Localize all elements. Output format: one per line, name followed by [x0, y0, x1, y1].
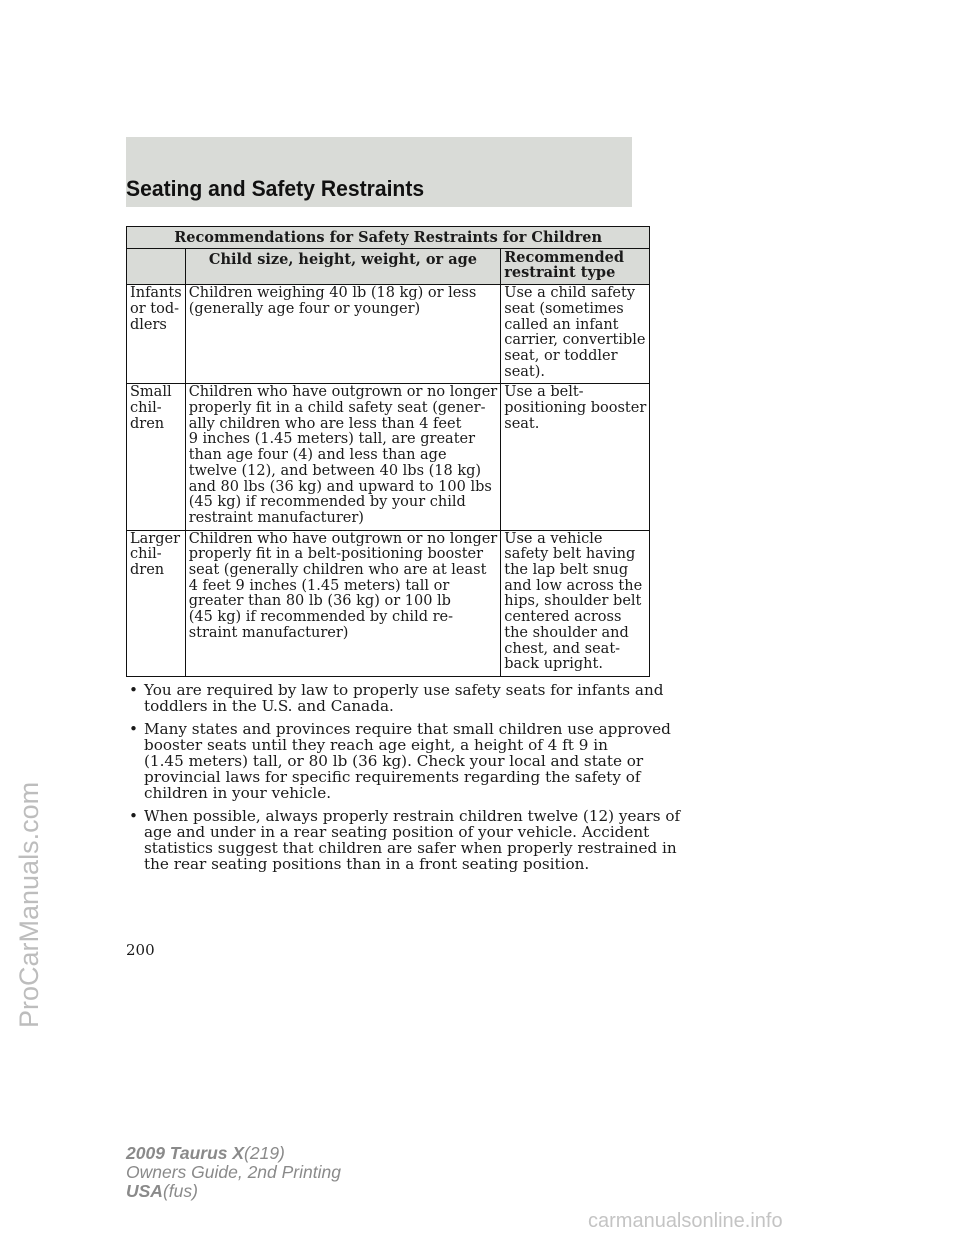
cell-line: the lap belt snug	[504, 562, 629, 579]
cell-line: seat (generally children who are at least	[188, 562, 487, 579]
restraints-table	[126, 226, 650, 677]
cell-line: Children who have outgrown or no longer	[188, 530, 498, 547]
cell-line: seat, or toddler	[504, 347, 618, 364]
cell-line: and 80 lbs (36 kg) and upward to 100 lbs	[188, 478, 492, 495]
cell-line: than age four (4) and less than age	[188, 447, 447, 464]
table-cell-size	[185, 285, 501, 384]
cell-line: seat (sometimes	[504, 300, 624, 317]
table-cell-category	[127, 285, 186, 384]
table-cell-category	[127, 530, 186, 676]
cell-line: dren	[130, 415, 165, 432]
table-row	[127, 530, 650, 676]
cell-line: Children weighing 40 lb (18 kg) or less	[188, 285, 477, 302]
cell-line: chil-	[130, 400, 162, 417]
table-row	[127, 285, 650, 384]
bullet-icon: •	[129, 681, 138, 699]
bullet-icon: •	[129, 807, 138, 825]
table-cell-category	[127, 384, 186, 530]
bullet-line: When possible, always properly restrain children twelve (12) years of	[144, 807, 681, 825]
table-cell-restraint	[501, 530, 650, 676]
cell-line: seat.	[504, 415, 540, 432]
cell-line: positioning booster	[504, 400, 647, 417]
bullet-line: (1.45 meters) tall, or 80 lb (36 kg). Check your local and state or	[144, 752, 644, 770]
cell-line: back upright.	[504, 656, 603, 673]
table-title-row	[127, 227, 650, 249]
cell-line: dlers	[130, 316, 167, 333]
cell-line: Use a belt-	[504, 384, 584, 401]
table-row	[127, 384, 650, 530]
cell-line: Larger	[130, 530, 180, 547]
cell-line: Use a vehicle	[504, 530, 603, 547]
cell-line: centered across	[504, 609, 622, 626]
table-cell-size	[185, 384, 501, 530]
footer-line-1	[126, 1144, 341, 1163]
bullet-line: booster seats until they reach age eight, a height of 4 ft 9 in	[144, 736, 608, 754]
table-title: Recommendations for Safety Restraints for Children	[127, 227, 650, 249]
bullet-icon: •	[129, 720, 138, 738]
section-title: Seating and Safety Restraints	[126, 176, 425, 201]
column-header-restraint: Recommended restraint type	[501, 248, 650, 284]
list-item	[126, 807, 681, 873]
table-cell-restraint	[501, 384, 650, 530]
footer-line-2: Owners Guide, 2nd Printing	[126, 1162, 341, 1182]
cell-line: chest, and seat-	[504, 640, 621, 657]
cell-line: Small	[130, 384, 172, 401]
cell-line: dren	[130, 562, 165, 579]
bullet-line: children in your vehicle.	[144, 784, 332, 802]
footer-line-3	[126, 1182, 341, 1201]
cell-line: properly fit in a belt-positioning booster	[188, 546, 484, 563]
cell-line: twelve (12), and between 40 lbs (18 kg)	[188, 462, 482, 479]
cell-line: 9 inches (1.45 meters) tall, are greater	[188, 431, 476, 448]
footer-market: USA	[126, 1181, 163, 1201]
bullet-line: the rear seating positions than in a front seating position.	[144, 855, 590, 873]
cell-line: straint manufacturer)	[188, 624, 349, 641]
cell-line: safety belt having	[504, 546, 636, 563]
cell-line: (45 kg) if recommended by child re-	[188, 609, 454, 626]
bullet-line: Many states and provinces require that small children use approved	[144, 720, 671, 738]
cell-line: or tod-	[130, 300, 180, 317]
bullet-line: You are required by law to properly use safety seats for infants and	[144, 681, 664, 699]
footer-market-code: (fus)	[162, 1181, 198, 1201]
table-header-row	[127, 248, 650, 284]
bullet-line: age and under in a rear seating position of your vehicle. Accident	[144, 823, 650, 841]
cell-line: carrier, convertible	[504, 332, 646, 349]
bullet-line: statistics suggest that children are safer when properly restrained in	[144, 839, 677, 857]
list-item	[126, 720, 671, 802]
table-cell-restraint	[501, 285, 650, 384]
cell-line: Use a child safety	[504, 285, 636, 302]
column-header-category	[127, 248, 186, 284]
footer-model: 2009 Taurus X	[126, 1143, 245, 1163]
cell-line: greater than 80 lb (36 kg) or 100 lb	[188, 593, 451, 610]
footer	[126, 1144, 341, 1201]
bullet-line: provincial laws for specific requirements regarding the safety of	[144, 768, 641, 786]
cell-line: ally children who are less than 4 feet	[188, 415, 462, 432]
bottom-watermark: carmanualsonline.info	[588, 1210, 783, 1232]
footer-model-code: (219)	[244, 1143, 285, 1163]
list-item	[126, 681, 664, 715]
cell-line: (45 kg) if recommended by your child	[188, 494, 466, 511]
cell-line: called an infant	[504, 316, 619, 333]
cell-line: seat).	[504, 363, 546, 380]
cell-line: 4 feet 9 inches (1.45 meters) tall or	[188, 577, 450, 594]
page-number: 200	[126, 941, 155, 959]
side-watermark: ProCarManuals.com	[14, 781, 44, 1028]
cell-line: (generally age four or younger)	[188, 300, 421, 317]
cell-line: the shoulder and	[504, 624, 629, 641]
cell-line: and low across the	[504, 577, 643, 594]
bullet-line: toddlers in the U.S. and Canada.	[144, 697, 394, 715]
bullet-list	[126, 681, 681, 879]
cell-line: chil-	[130, 546, 162, 563]
table-cell-size	[185, 530, 501, 676]
cell-line: properly fit in a child safety seat (gener-	[188, 400, 486, 417]
cell-line: hips, shoulder belt	[504, 593, 642, 610]
cell-line: Infants	[130, 285, 182, 302]
column-header-size: Child size, height, weight, or age	[185, 248, 501, 284]
cell-line: Children who have outgrown or no longer	[188, 384, 498, 401]
cell-line: restraint manufacturer)	[188, 509, 364, 526]
